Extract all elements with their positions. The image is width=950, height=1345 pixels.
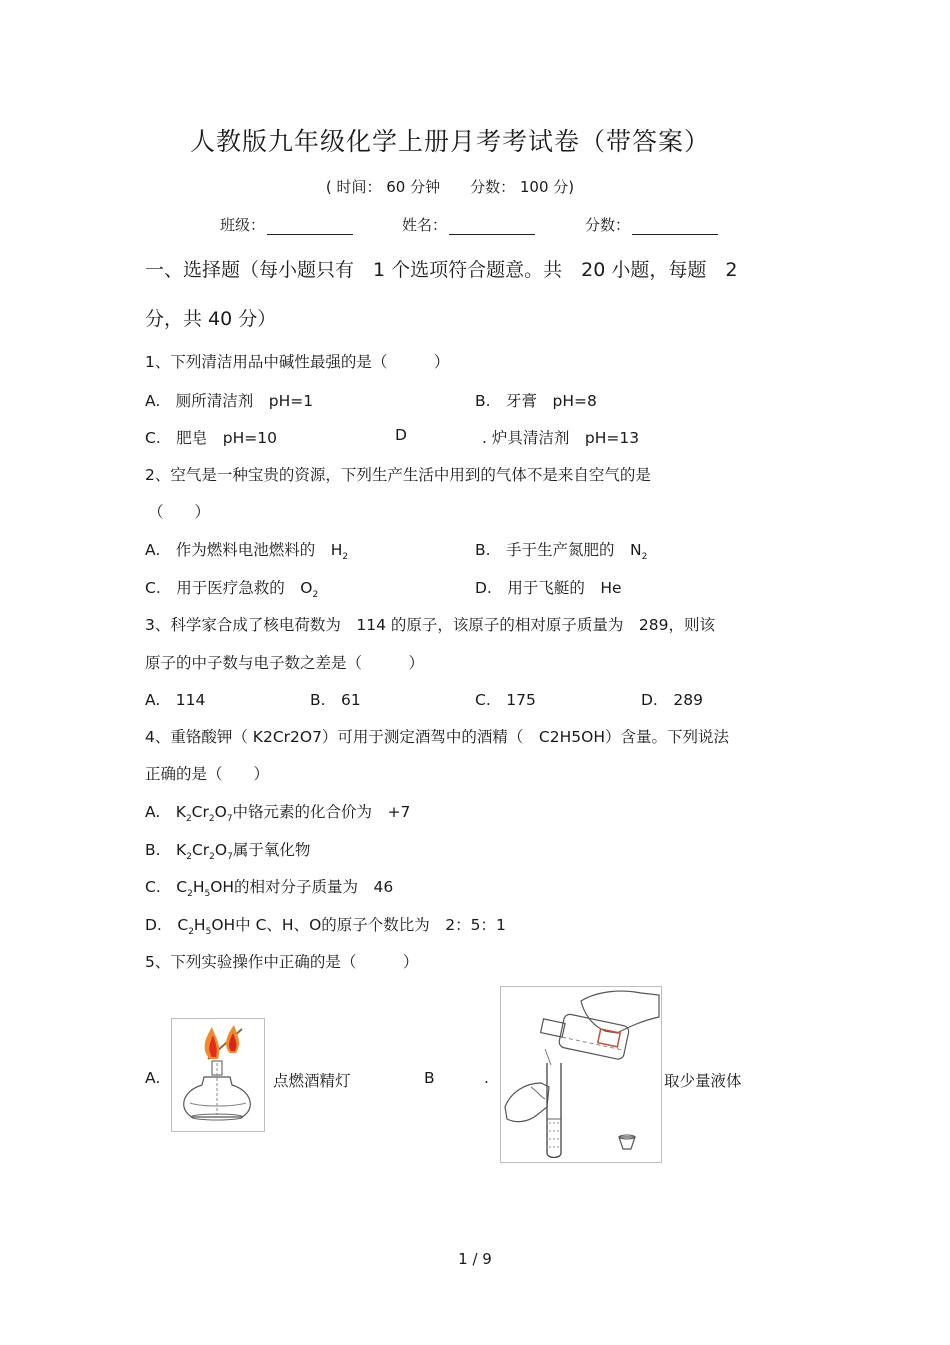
question-5-stem: 5、下列实验操作中正确的是（ ）: [145, 953, 419, 971]
name-field: 姓名：: [402, 214, 535, 235]
q4-option-d: D. $C_2H_5OH$中 C、H、O的原子个数比为 2：5：1: [145, 916, 506, 938]
question-2-stem: 2、空气是一种宝贵的资源，下列生产生活中用到的气体不是来自空气的是: [145, 466, 651, 484]
q4-option-b: B. $K_2Cr_2O_7$属于氧化物: [145, 841, 311, 863]
q4-option-a: A. $K_2Cr_2O_7$中铬元素的化合价为 +7: [145, 803, 411, 825]
q3-option-a: A. 114: [145, 691, 206, 709]
question-3-stem-cont: 原子的中子数与电子数之差是（ ）: [145, 654, 425, 672]
alcohol-lamp-figure: [171, 1018, 265, 1132]
q5-option-a-caption: 点燃酒精灯: [273, 1072, 351, 1090]
question-2-paren: （ ）: [148, 503, 211, 521]
score-field: 分数：: [585, 214, 718, 235]
q5-option-a-letter: A.: [145, 1069, 161, 1087]
page-title: 人教版九年级化学上册月考考试卷（带答案）: [189, 127, 710, 156]
q2-option-d: D. 用于飞艇的 He: [475, 579, 622, 597]
question-4-stem: 4、重铬酸钾（ K2Cr2O7）可用于测定酒驾中的酒精（ C2H5OH）含量。下列说法: [145, 728, 729, 746]
q1-option-d: . 炉具清洁剂 pH=13: [482, 429, 640, 447]
q1-option-c: C. 肥皂 pH=10: [145, 429, 277, 447]
q5-option-b-letter: B: [424, 1069, 435, 1087]
pour-liquid-figure: [500, 986, 662, 1163]
page-number: 1 / 9: [458, 1250, 492, 1268]
class-field: 班级：: [220, 214, 353, 235]
q4-option-c: C. $C_2H_5OH$的相对分子质量为 46: [145, 878, 394, 900]
q5-option-b-caption: 取少量液体: [664, 1072, 742, 1090]
q1-option-a: A. 厕所清洁剂 pH=1: [145, 392, 314, 410]
q1-option-b: B. 牙膏 pH=8: [475, 392, 597, 410]
q2-option-a: A. 作为燃料电池燃料的 $H_2$: [145, 541, 349, 563]
exam-meta: ( 时间： 60 分钟 分数： 100 分): [325, 178, 575, 196]
q2-option-b: B. 手于生产氮肥的 $N_2$: [475, 541, 648, 563]
q3-option-b: B. 61: [310, 691, 361, 709]
question-4-stem-cont: 正确的是（ ）: [145, 765, 270, 783]
q5-option-b-dot: .: [484, 1069, 489, 1087]
q2-option-c: C. 用于医疗急救的 $O_2$: [145, 579, 319, 601]
question-3-stem: 3、科学家合成了核电荷数为 114 的原子，该原子的相对原子质量为 289，则该: [145, 616, 715, 634]
section-heading-cont: 分，共 40 分）: [145, 308, 277, 330]
q3-option-d: D. 289: [641, 691, 703, 709]
question-1-stem: 1、下列清洁用品中碱性最强的是（ ）: [145, 353, 450, 371]
section-heading: 一、选择题（每小题只有 1 个选项符合题意。共 20 小题，每题 2: [145, 259, 738, 281]
q3-option-c: C. 175: [475, 691, 536, 709]
q1-option-d-letter: D: [395, 426, 407, 444]
